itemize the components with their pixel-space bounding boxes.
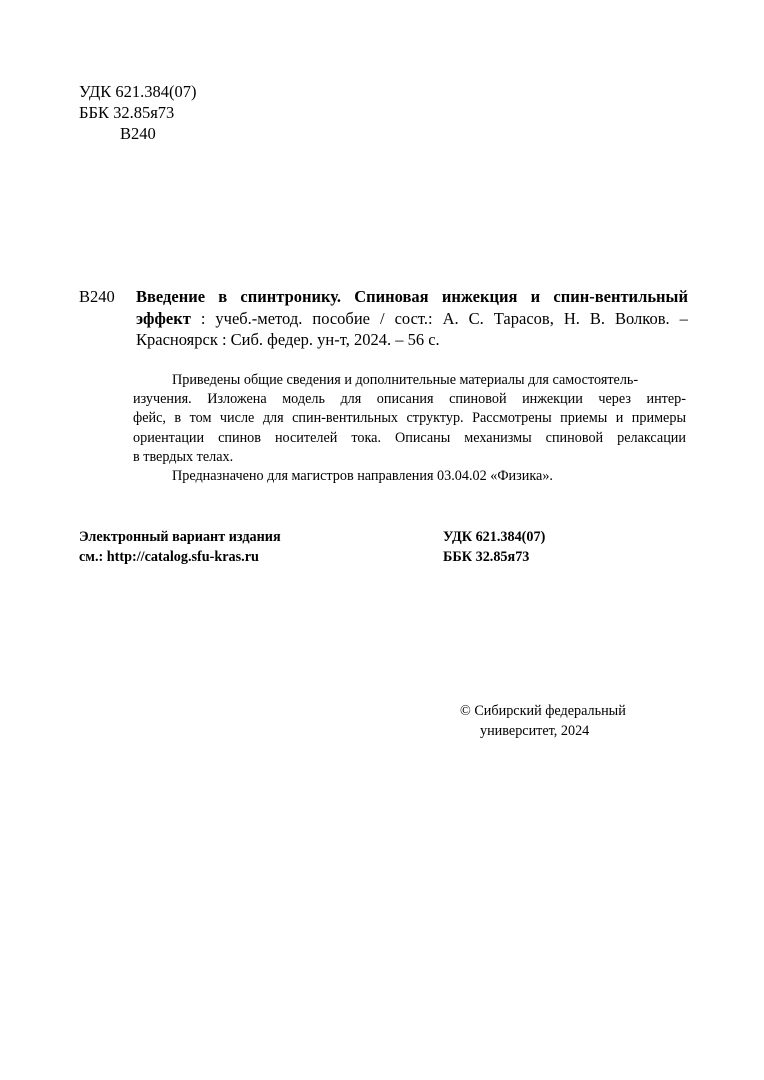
word: спин-вентильный xyxy=(553,287,688,306)
word: приемы xyxy=(560,410,608,427)
title-line-2 xyxy=(136,308,688,330)
udk-code: УДК 621.384(07) xyxy=(79,82,197,101)
electronic-version-label: Электронный вариант издания xyxy=(79,529,281,545)
word: для xyxy=(262,410,284,427)
word: спиновой xyxy=(449,391,507,408)
word: фейс, xyxy=(133,410,166,427)
word: В. xyxy=(589,308,606,328)
word: спинтронику. xyxy=(240,287,342,306)
word: Н. xyxy=(563,308,580,328)
word: в xyxy=(174,410,182,427)
punctuation: : xyxy=(200,308,206,328)
word: и xyxy=(615,410,624,427)
word: том xyxy=(189,410,212,427)
word: в xyxy=(218,287,228,306)
word: спиновой xyxy=(545,429,604,446)
entry-code: В240 xyxy=(79,287,115,306)
word: спинов xyxy=(218,429,261,446)
catalog-link[interactable]: см.: http://catalog.sfu-kras.ru xyxy=(79,548,259,565)
udk-code-bold: УДК 621.384(07) xyxy=(443,529,546,545)
title-end: эффект xyxy=(136,308,191,328)
word: Изложена xyxy=(207,391,267,408)
abstract-line-2 xyxy=(133,390,686,409)
word: тока. xyxy=(351,429,381,446)
abstract-line-4 xyxy=(133,429,686,448)
word: модель xyxy=(282,391,325,408)
abstract-line-5: в твердых телах. xyxy=(133,448,234,465)
word: механизмы xyxy=(464,429,532,446)
author-mark: В240 xyxy=(120,124,156,143)
word: и xyxy=(530,287,541,306)
word: описания xyxy=(376,391,434,408)
word: – xyxy=(679,308,688,328)
word: инжекция xyxy=(441,287,518,306)
entry-text xyxy=(136,286,688,351)
copyright-line-1: © Сибирский федеральный xyxy=(460,703,626,719)
word: Описаны xyxy=(394,429,451,446)
word: структур. xyxy=(406,410,464,427)
copyright-line-2: университет, 2024 xyxy=(480,722,590,739)
word: примеры xyxy=(631,410,686,427)
word: пособие xyxy=(312,308,370,328)
word: интер- xyxy=(646,391,686,408)
word: учеб.-метод. xyxy=(215,308,303,328)
classification-codes-bold xyxy=(443,528,545,567)
publication-line: Красноярск : Сиб. федер. ун-т, 2024. – 56 с. xyxy=(136,330,440,349)
word: / xyxy=(379,308,385,328)
bbk-code-bold: ББК 32.85я73 xyxy=(443,548,530,565)
abstract-line-1: Приведены общие сведения и дополнительные материалы для самостоятель- xyxy=(172,372,639,388)
electronic-version-note xyxy=(79,528,281,567)
word: релаксации xyxy=(617,429,686,446)
word: инжекции xyxy=(522,391,583,408)
word: носителей xyxy=(274,429,338,446)
word: сост.: xyxy=(394,308,433,328)
abstract-purpose: Предназначено для магистров направления 03.04.02 «Физика». xyxy=(172,468,553,485)
word: Волков. xyxy=(615,308,670,328)
abstract-line-3 xyxy=(133,409,686,428)
word: спин-вентильных xyxy=(292,410,398,427)
word: через xyxy=(598,391,631,408)
copyright-notice xyxy=(460,702,626,741)
word: Рассмотрены xyxy=(472,410,552,427)
title-line-1 xyxy=(136,286,688,308)
abstract xyxy=(133,371,686,486)
word: С. xyxy=(468,308,484,328)
bbk-code: ББК 32.85я73 xyxy=(79,103,175,122)
classification-block xyxy=(79,81,197,144)
word: ориентации xyxy=(133,429,205,446)
word: А. xyxy=(442,308,459,328)
word: числе xyxy=(219,410,255,427)
word: Введение xyxy=(136,287,206,306)
word: изучения. xyxy=(133,391,192,408)
word: Спиновая xyxy=(354,287,429,306)
word: Тарасов, xyxy=(493,308,554,328)
word: для xyxy=(340,391,362,408)
